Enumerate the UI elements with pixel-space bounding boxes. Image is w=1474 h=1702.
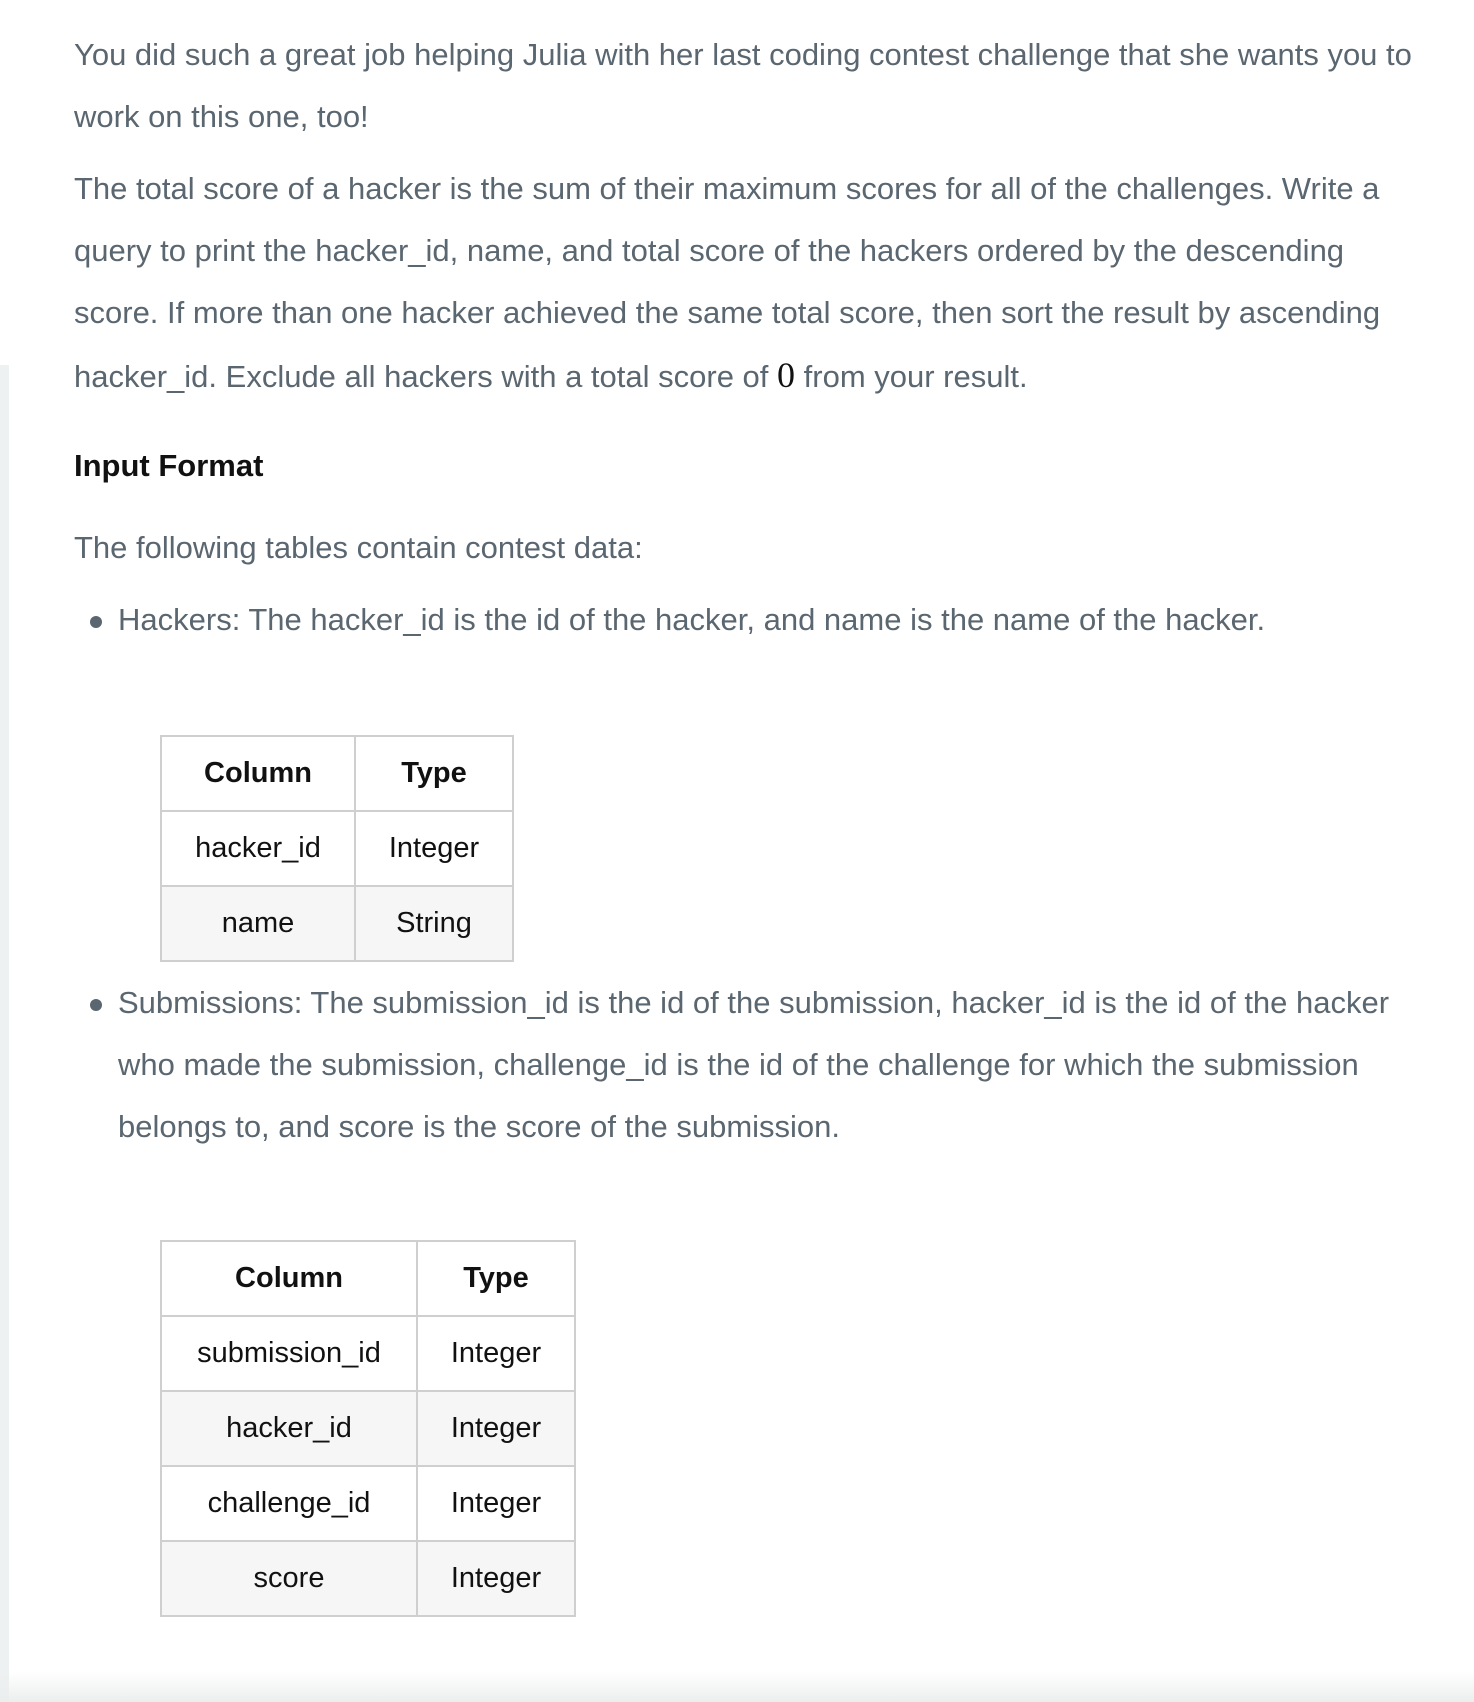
input-format-heading: Input Format xyxy=(74,448,264,483)
cell-column: submission_id xyxy=(161,1316,417,1391)
table-list xyxy=(74,972,1434,1158)
cell-type: Integer xyxy=(417,1466,575,1541)
bottom-fade xyxy=(0,1672,1474,1702)
header-type: Type xyxy=(355,736,513,811)
submissions-description: Submissions: The submission_id is the id of the submission, hacker_id is the id of the hacker who made the submission, challenge_id is the id of the challenge for which the submission belongs to, and score is the score of the submission. xyxy=(118,985,1390,1144)
table-row xyxy=(161,1541,575,1616)
input-format-lead: The following tables contain contest data: xyxy=(74,530,643,565)
table-row xyxy=(161,886,513,961)
problem-statement xyxy=(74,24,1434,1617)
task-text: The total score of a hacker is the sum of their maximum scores for all of the challenges. Write a query to print the hacker_id, name, and total score of the hackers ordered by the descending score. If more than one hacker achieved the same total score, then sort the result by ascending hacker_id. Exclude all hackers with a total score of xyxy=(74,171,1381,394)
cell-type: Integer xyxy=(417,1316,575,1391)
table-row xyxy=(161,811,513,886)
header-type: Type xyxy=(417,1241,575,1316)
bullet-icon xyxy=(90,999,102,1011)
table-row xyxy=(161,1316,575,1391)
table-row xyxy=(161,1466,575,1541)
cell-type: Integer xyxy=(417,1541,575,1616)
header-column: Column xyxy=(161,736,355,811)
cell-column: challenge_id xyxy=(161,1466,417,1541)
cell-column: hacker_id xyxy=(161,811,355,886)
bullet-icon xyxy=(90,616,102,628)
left-rail xyxy=(0,365,9,1702)
cell-column: hacker_id xyxy=(161,1391,417,1466)
submissions-table xyxy=(160,1240,576,1617)
table-list xyxy=(74,589,1434,651)
hackers-table xyxy=(160,735,514,962)
task-paragraph xyxy=(74,158,1434,408)
cell-column: name xyxy=(161,886,355,961)
cell-column: score xyxy=(161,1541,417,1616)
zero-value: 0 xyxy=(777,355,796,395)
cell-type: Integer xyxy=(355,811,513,886)
table-row xyxy=(161,1391,575,1466)
task-text-end: from your result. xyxy=(803,359,1028,394)
list-item-submissions xyxy=(74,972,1434,1158)
cell-type: Integer xyxy=(417,1391,575,1466)
list-item-hackers xyxy=(74,589,1434,651)
header-column: Column xyxy=(161,1241,417,1316)
table-header-row xyxy=(161,1241,575,1316)
cell-type: String xyxy=(355,886,513,961)
intro-paragraph: You did such a great job helping Julia with her last coding contest challenge that she wants you to work on this one, too! xyxy=(74,37,1412,134)
hackers-description: Hackers: The hacker_id is the id of the hacker, and name is the name of the hacker. xyxy=(118,602,1266,637)
table-header-row xyxy=(161,736,513,811)
